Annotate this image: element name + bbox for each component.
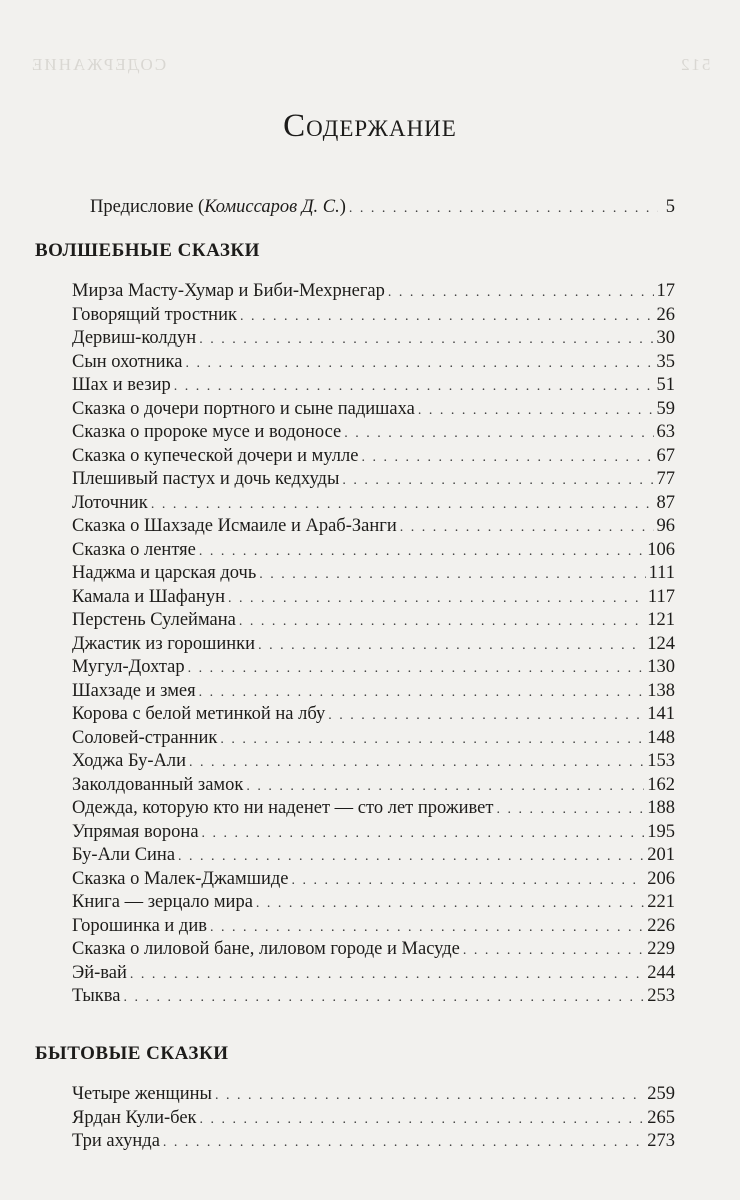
leader-dots [199,540,644,564]
entry-title: Сказка о купеческой дочери и мулле [72,445,359,466]
page-number: 17 [656,281,675,301]
entry-title: Плешивый пастух и дочь кедхуды [72,469,340,489]
leader-dots [239,610,644,634]
entry-title: Книга — зерцало мира [72,892,253,912]
page-number: 77 [656,469,675,489]
leader-dots [151,493,654,517]
entry-title: Сказка о дочери портного и сыне падишаха [72,398,415,419]
leader-dots [342,469,653,493]
entry-title: Мугул-Дохтар [72,657,185,677]
toc-entry [72,398,675,422]
toc-entry [72,868,675,892]
entry-title: Дервиш-колдун [72,328,197,348]
toc-entry [72,327,675,351]
leader-dots [259,563,645,587]
entry-title: Сказка о Малек-Джамшиде [72,868,289,889]
page-number: 273 [647,1131,675,1151]
entry-title: Наджма и царская дочь [72,563,257,583]
leader-dots [240,305,654,329]
page-number: 265 [647,1107,675,1128]
page-number: 206 [647,868,675,889]
toc-entry [72,351,675,375]
page-number: 201 [647,845,675,865]
toc-entry [72,891,675,915]
leader-dots [496,798,644,822]
leader-dots [344,422,653,446]
leader-dots [210,916,644,940]
leader-dots [292,869,645,893]
section-heading: БЫТОВЫЕ СКАЗКИ [35,1043,229,1064]
entry-title: Ходжа Бу-Али [72,751,187,771]
page-number: 59 [656,398,675,419]
entry-title: Корова с белой метинкой на лбу [72,704,326,724]
toc-entry [72,539,675,563]
page-number: 153 [647,751,675,771]
preface-label: Предисловие ( [90,197,205,217]
leader-dots [188,657,645,681]
toc-entry [72,1083,675,1107]
leader-dots [202,822,645,846]
toc-entry [72,562,675,586]
page-number: 111 [648,563,675,583]
page-number: 63 [656,422,675,442]
entry-title: Лоточник [72,492,148,513]
entry-title: Тыква [72,986,121,1006]
toc-entry [72,844,675,868]
page-number: 195 [647,821,675,842]
leader-dots [220,728,644,752]
page-number: 106 [647,539,675,560]
preface-author: Комиссаров Д. С. [204,197,340,217]
leader-dots [418,399,654,423]
leader-dots [200,1108,645,1132]
entry-title: Перстень Сулеймана [72,610,236,630]
page-number: 162 [647,774,675,795]
page-number: 35 [656,351,675,372]
toc-entry [72,821,675,845]
leader-dots [388,281,654,305]
page-number: 138 [647,680,675,701]
toc-entry [72,492,675,516]
section-heading: ВОЛШЕБНЫЕ СКАЗКИ [35,240,260,261]
toc-entry [72,586,675,610]
page-number: 229 [647,939,675,959]
entry-title: Горошинка и див [72,915,207,936]
toc-entry [72,1107,675,1131]
page-number: 148 [647,727,675,748]
entry-title: Сказка о пророке мусе и водоносе [72,422,342,442]
toc-entry [72,656,675,680]
preface-entry [90,196,675,220]
entry-title: Одежда, которую кто ни наденет — сто лет проживет [72,798,494,818]
toc-entry [72,304,675,328]
toc-entry [72,680,675,704]
leader-dots [349,197,658,221]
leader-dots [178,845,644,869]
leader-dots [215,1084,644,1108]
toc-list-fairy-tales [72,280,675,1009]
page-title: Содержание [283,108,457,144]
entry-title: Сын охотника [72,351,183,372]
leader-dots [246,775,644,799]
preface-close: ) [339,197,346,217]
toc-entry [72,374,675,398]
page-number: 141 [647,704,675,724]
entry-title: Камала и Шафанун [72,586,225,607]
entry-title: Мирза Масту-Хумар и Биби-Мехрнегар [72,281,385,301]
entry-title: Говорящий тростник [72,304,237,325]
entry-title: Эй-вай [72,962,127,983]
entry-title: Четыре женщины [72,1084,212,1104]
page-number: 253 [647,986,675,1006]
toc-entry [72,1130,675,1154]
entry-title: Заколдованный замок [72,774,244,795]
page-number: 221 [647,892,675,912]
toc-entry [72,445,675,469]
leader-dots [130,963,644,987]
leader-dots [463,939,644,963]
entry-title: Шах и везир [72,375,171,395]
page-number: 30 [656,328,675,348]
leader-dots [189,751,644,775]
entry-title: Бу-Али Сина [72,845,176,865]
entry-title: Соловей-странник [72,727,218,748]
toc-entry [72,727,675,751]
page-number: 117 [647,586,675,607]
leader-dots [199,681,645,705]
page-number: 67 [656,445,675,466]
entry-title: Шахзаде и змея [72,680,196,701]
page-number: 188 [647,798,675,818]
page-number: 259 [647,1084,675,1104]
leader-dots [185,352,653,376]
page-number: 226 [647,915,675,936]
toc-entry [72,421,675,445]
leader-dots [400,516,654,540]
leader-dots [328,704,644,728]
entry-title: Сказка о лиловой бане, лиловом городе и Масуде [72,939,460,959]
toc-entry [72,609,675,633]
toc-entry [72,515,675,539]
bleed-header-right: 512 [678,55,710,74]
leader-dots [163,1131,644,1155]
toc-entry [72,938,675,962]
toc-list-everyday-tales [72,1083,675,1154]
page-number: 121 [647,610,675,630]
leader-dots [199,328,653,352]
entry-title: Упрямая ворона [72,821,199,842]
leader-dots [124,986,645,1010]
entry-title: Джастик из горошинки [72,633,256,654]
toc-entry [72,962,675,986]
toc-entry [72,633,675,657]
page-number: 87 [656,492,675,513]
entry-title: Ярдан Кули-бек [72,1107,197,1128]
toc-entry [72,797,675,821]
bleed-header-left: СОДЕРЖАНИЕ [30,55,167,74]
leader-dots [256,892,644,916]
entry-title: Сказка о лентяе [72,539,196,560]
toc-entry [72,915,675,939]
page-number: 244 [647,962,675,983]
entry-title: Три ахунда [72,1131,160,1151]
toc-entry [72,750,675,774]
page-number: 124 [647,633,675,654]
leader-dots [361,446,653,470]
toc-entry [72,985,675,1009]
page-number: 26 [656,304,675,325]
toc-entry [72,280,675,304]
leader-dots [228,587,645,611]
page-number: 5 [665,197,675,217]
page-number: 96 [656,516,675,536]
entry-title: Сказка о Шахзаде Исмаиле и Араб-Занги [72,516,397,536]
leader-dots [258,634,644,658]
toc-entry [72,774,675,798]
page-number: 130 [647,657,675,677]
leader-dots [174,375,654,399]
toc-entry [72,703,675,727]
toc-entry [72,468,675,492]
page-number: 51 [656,375,675,395]
